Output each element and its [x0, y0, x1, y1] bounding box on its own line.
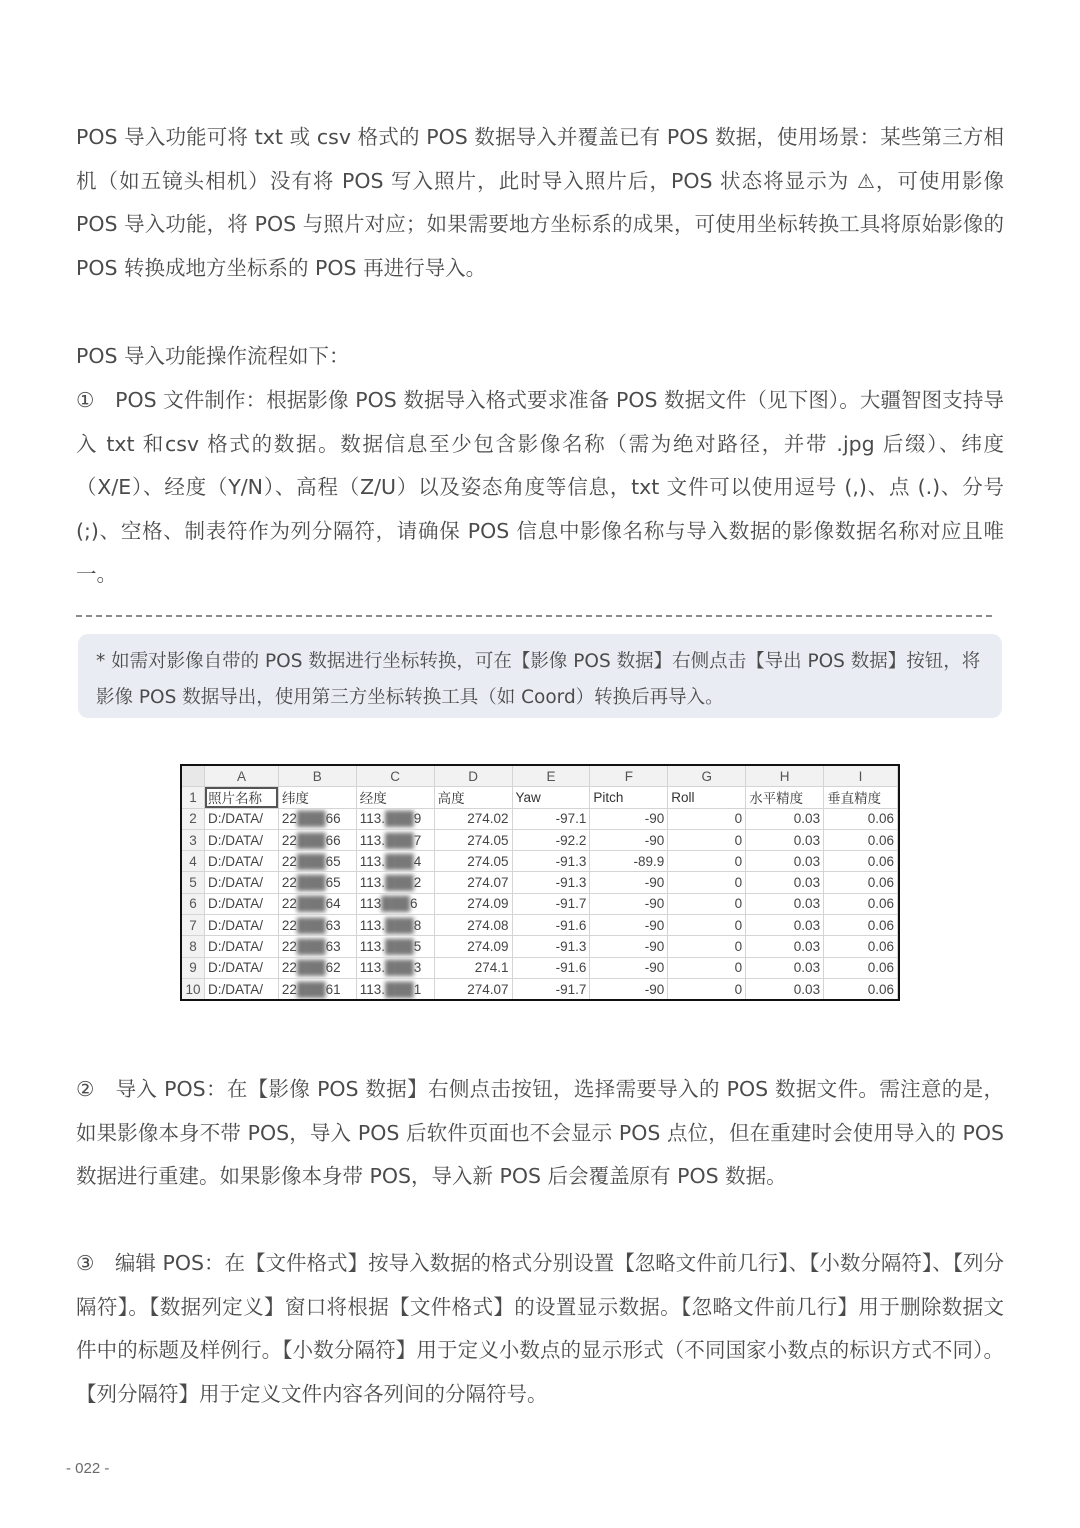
- redacted-digits: ███: [385, 875, 414, 891]
- table-row: [182, 851, 898, 872]
- table-row: [182, 893, 898, 914]
- redacted-digits: ███: [385, 939, 414, 955]
- cell-latitude-visible: 22: [281, 960, 297, 976]
- table-row: [182, 957, 898, 978]
- redacted-digits: ███: [296, 853, 326, 869]
- cell-roll: 0: [668, 936, 746, 957]
- cell-latitude-tail: 61: [325, 981, 341, 997]
- cell-longitude-visible: 113.: [359, 832, 386, 848]
- column-letter-row: [182, 766, 898, 787]
- header-cell: Pitch: [590, 787, 668, 808]
- step-2-paragraph: ② 导入 POS：在【影像 POS 数据】右侧点击按钮，选择需要导入的 POS 数据文件。需注意的是，如果影像本身不带 POS，导入 POS 后软件页面也不会显示 POS 点位，但在重建时会使用导入的 POS 数据进行重建。如果影像本身带 POS，导入新 POS 后会覆盖原有 POS 数据。: [76, 1077, 1004, 1188]
- header-cell: 纬度: [278, 787, 356, 808]
- cell-horizontal-accuracy: 0.03: [746, 829, 824, 850]
- col-letter: B: [278, 766, 356, 787]
- cell-vertical-accuracy: 0.06: [824, 851, 898, 872]
- row-number: 4: [182, 851, 205, 872]
- cell-altitude: 274.07: [434, 872, 512, 893]
- cell-vertical-accuracy: 0.06: [824, 893, 898, 914]
- col-letter: A: [205, 766, 279, 787]
- cell-horizontal-accuracy: 0.03: [746, 936, 824, 957]
- col-letter: C: [356, 766, 434, 787]
- cell-photo-name: D:/DATA/: [205, 872, 279, 893]
- cell-pitch: -90: [590, 872, 668, 893]
- cell-pitch: -90: [590, 915, 668, 936]
- redacted-digits: ███: [296, 939, 326, 955]
- cell-horizontal-accuracy: 0.03: [746, 957, 824, 978]
- header-row: [182, 787, 898, 808]
- cell-horizontal-accuracy: 0.03: [746, 872, 824, 893]
- page-number: - 022 -: [66, 1460, 110, 1477]
- cell-roll: 0: [668, 872, 746, 893]
- cell-vertical-accuracy: 0.06: [824, 978, 898, 999]
- cell-altitude: 274.08: [434, 915, 512, 936]
- cell-photo-name: D:/DATA/: [205, 978, 279, 999]
- step-3-paragraph: ③ 编辑 POS：在【文件格式】按导入数据的格式分别设置【忽略文件前几行】、【小数分隔符】、【列分隔符】。【数据列定义】窗口将根据【文件格式】的设置显示数据。【忽略文件前几行】用于删除数据文件中的标题及样例行。【小数分隔符】用于定义小数点的显示形式（不同国家小数点的标识方式不同）。【列分隔符】用于定义文件内容各列间的分隔符号。: [76, 1251, 1004, 1406]
- cell-vertical-accuracy: 0.06: [824, 915, 898, 936]
- sheet-corner: [182, 766, 205, 787]
- header-cell: 照片名称: [205, 787, 279, 808]
- intro-text-after-icon: ，可使用影像 POS 导入功能，将 POS 与照片对应；如果需要地方坐标系的成果，可使用坐标转换工具将原始影像的 POS 转换成地方坐标系的 POS 再进行导入。: [76, 168, 1004, 280]
- cell-longitude: [356, 872, 434, 893]
- cell-pitch: -90: [590, 936, 668, 957]
- cell-latitude: [278, 936, 356, 957]
- cell-roll: 0: [668, 808, 746, 829]
- dashed-divider: [76, 615, 992, 617]
- cell-longitude-tail: 1: [413, 981, 422, 997]
- cell-longitude-visible: 113.: [359, 875, 386, 891]
- cell-longitude-tail: 4: [413, 853, 422, 869]
- note-box: * 如需对影像自带的 POS 数据进行坐标转换，可在【影像 POS 数据】右侧点击【导出 POS 数据】按钮，将影像 POS 数据导出，使用第三方坐标转换工具（如 Coord）转换后再导入。: [78, 634, 1002, 718]
- cell-latitude-visible: 22: [281, 875, 297, 891]
- row-number: 6: [182, 893, 205, 914]
- cell-roll: 0: [668, 851, 746, 872]
- cell-photo-name: D:/DATA/: [205, 893, 279, 914]
- cell-pitch: -90: [590, 957, 668, 978]
- cell-altitude: 274.07: [434, 978, 512, 999]
- row-number: 9: [182, 957, 205, 978]
- table-row: [182, 915, 898, 936]
- cell-latitude-visible: 22: [281, 832, 297, 848]
- cell-yaw: -97.1: [512, 808, 590, 829]
- cell-longitude-tail: 9: [413, 811, 422, 827]
- row-number: 7: [182, 915, 205, 936]
- redacted-digits: ███: [385, 853, 414, 869]
- intro-text-before-icon: POS 导入功能可将 txt 或 csv 格式的 POS 数据导入并覆盖已有 POS 数据，使用场景：某些第三方相机（如五镜头相机）没有将 POS 写入照片，此时导入照片后，POS 状态将显示为: [76, 125, 1004, 193]
- cell-longitude-visible: 113.: [359, 917, 386, 933]
- cell-latitude: [278, 829, 356, 850]
- table-row: [182, 808, 898, 829]
- cell-yaw: -91.6: [512, 957, 590, 978]
- cell-latitude-tail: 66: [325, 832, 341, 848]
- cell-yaw: -91.7: [512, 978, 590, 999]
- redacted-digits: ███: [296, 875, 326, 891]
- col-letter: E: [512, 766, 590, 787]
- cell-longitude: [356, 808, 434, 829]
- redacted-digits: ███: [385, 832, 414, 848]
- cell-latitude-tail: 65: [325, 853, 341, 869]
- cell-latitude-tail: 66: [325, 811, 341, 827]
- redacted-digits: ███: [385, 981, 414, 997]
- cell-vertical-accuracy: 0.06: [824, 872, 898, 893]
- cell-pitch: -90: [590, 829, 668, 850]
- redacted-digits: ███: [296, 960, 326, 976]
- cell-longitude: [356, 978, 434, 999]
- cell-longitude-visible: 113.: [359, 960, 386, 976]
- cell-longitude-visible: 113.: [359, 939, 386, 955]
- redacted-digits: ███: [381, 896, 410, 912]
- cell-latitude-visible: 22: [281, 896, 297, 912]
- cell-longitude-tail: 2: [413, 875, 422, 891]
- cell-photo-name: D:/DATA/: [205, 957, 279, 978]
- cell-pitch: -90: [590, 978, 668, 999]
- cell-longitude-tail: 3: [413, 960, 422, 976]
- row-number: 1: [182, 787, 205, 808]
- cell-pitch: -90: [590, 808, 668, 829]
- cell-longitude-tail: 6: [409, 896, 418, 912]
- header-cell: 经度: [356, 787, 434, 808]
- cell-latitude: [278, 893, 356, 914]
- cell-photo-name: D:/DATA/: [205, 915, 279, 936]
- cell-roll: 0: [668, 829, 746, 850]
- col-letter: I: [824, 766, 898, 787]
- cell-photo-name: D:/DATA/: [205, 829, 279, 850]
- cell-longitude-visible: 113.: [359, 853, 386, 869]
- cell-pitch: -90: [590, 893, 668, 914]
- redacted-digits: ███: [385, 960, 414, 976]
- cell-vertical-accuracy: 0.06: [824, 957, 898, 978]
- cell-horizontal-accuracy: 0.03: [746, 893, 824, 914]
- table-row: [182, 936, 898, 957]
- cell-latitude-visible: 22: [281, 811, 297, 827]
- cell-latitude-tail: 65: [325, 875, 341, 891]
- cell-latitude: [278, 915, 356, 936]
- cell-photo-name: D:/DATA/: [205, 851, 279, 872]
- table-row: [182, 829, 898, 850]
- cell-altitude: 274.05: [434, 851, 512, 872]
- cell-longitude: [356, 936, 434, 957]
- cell-latitude-visible: 22: [281, 939, 297, 955]
- cell-altitude: 274.02: [434, 808, 512, 829]
- cell-latitude-tail: 63: [325, 917, 341, 933]
- redacted-digits: ███: [385, 917, 414, 933]
- redacted-digits: ███: [296, 832, 326, 848]
- cell-latitude-visible: 22: [281, 917, 297, 933]
- col-letter: H: [746, 766, 824, 787]
- cell-horizontal-accuracy: 0.03: [746, 851, 824, 872]
- cell-latitude-visible: 22: [281, 981, 297, 997]
- cell-yaw: -91.3: [512, 851, 590, 872]
- cell-latitude: [278, 957, 356, 978]
- cell-horizontal-accuracy: 0.03: [746, 978, 824, 999]
- cell-longitude: [356, 851, 434, 872]
- cell-latitude: [278, 978, 356, 999]
- cell-yaw: -91.6: [512, 915, 590, 936]
- cell-longitude: [356, 957, 434, 978]
- col-letter: G: [668, 766, 746, 787]
- cell-yaw: -92.2: [512, 829, 590, 850]
- cell-roll: 0: [668, 978, 746, 999]
- cell-longitude-visible: 113.: [359, 811, 386, 827]
- row-number: 8: [182, 936, 205, 957]
- cell-vertical-accuracy: 0.06: [824, 808, 898, 829]
- cell-latitude-tail: 63: [325, 939, 341, 955]
- table-row: [182, 978, 898, 999]
- cell-horizontal-accuracy: 0.03: [746, 915, 824, 936]
- redacted-digits: ███: [385, 811, 414, 827]
- pos-spreadsheet-screenshot: [180, 764, 900, 1001]
- header-cell: 高度: [434, 787, 512, 808]
- col-letter: D: [434, 766, 512, 787]
- cell-latitude: [278, 808, 356, 829]
- header-cell: Roll: [668, 787, 746, 808]
- cell-roll: 0: [668, 915, 746, 936]
- cell-latitude: [278, 872, 356, 893]
- cell-yaw: -91.7: [512, 893, 590, 914]
- cell-roll: 0: [668, 957, 746, 978]
- table-row: [182, 872, 898, 893]
- cell-vertical-accuracy: 0.06: [824, 829, 898, 850]
- cell-longitude-visible: 113.: [359, 981, 386, 997]
- row-number: 10: [182, 978, 205, 999]
- cell-longitude: [356, 893, 434, 914]
- warning-triangle-icon: ⚠: [856, 168, 875, 193]
- cell-photo-name: D:/DATA/: [205, 936, 279, 957]
- cell-yaw: -91.3: [512, 936, 590, 957]
- header-cell: 垂直精度: [824, 787, 898, 808]
- cell-longitude-visible: 113: [359, 896, 382, 912]
- header-cell: Yaw: [512, 787, 590, 808]
- intro-paragraph: [76, 116, 1004, 290]
- cell-photo-name: D:/DATA/: [205, 808, 279, 829]
- row-number: 5: [182, 872, 205, 893]
- cell-longitude: [356, 829, 434, 850]
- step-1-paragraph: ① POS 文件制作：根据影像 POS 数据导入格式要求准备 POS 数据文件（见下图）。大疆智图支持导入 txt 和csv 格式的数据。数据信息至少包含影像名称（需为绝对路径，并带 .jpg 后缀）、纬度（X/E）、经度（Y/N）、高程（Z/U）以及姿态角度等信息，txt 文件可以使用逗号 (,)、点 (.)、分号 (;)、空格、制表符作为列分隔符，请确保 POS 信息中影像名称与导入数据的影像数据名称对应且唯一。: [76, 388, 1004, 586]
- redacted-digits: ███: [296, 811, 326, 827]
- row-number: 3: [182, 829, 205, 850]
- cell-latitude-tail: 64: [325, 896, 341, 912]
- cell-altitude: 274.09: [434, 893, 512, 914]
- row-number: 2: [182, 808, 205, 829]
- header-cell: 水平精度: [746, 787, 824, 808]
- cell-yaw: -91.3: [512, 872, 590, 893]
- pos-table: [182, 766, 898, 1000]
- cell-longitude-tail: 5: [413, 939, 422, 955]
- cell-latitude-visible: 22: [281, 853, 297, 869]
- redacted-digits: ███: [296, 981, 326, 997]
- cell-altitude: 274.05: [434, 829, 512, 850]
- cell-horizontal-accuracy: 0.03: [746, 808, 824, 829]
- cell-vertical-accuracy: 0.06: [824, 936, 898, 957]
- cell-longitude-tail: 7: [413, 832, 422, 848]
- cell-latitude: [278, 851, 356, 872]
- col-letter: F: [590, 766, 668, 787]
- cell-pitch: -89.9: [590, 851, 668, 872]
- cell-longitude: [356, 915, 434, 936]
- redacted-digits: ███: [296, 896, 326, 912]
- cell-roll: 0: [668, 893, 746, 914]
- redacted-digits: ███: [296, 917, 326, 933]
- cell-altitude: 274.1: [434, 957, 512, 978]
- cell-longitude-tail: 8: [413, 917, 422, 933]
- cell-altitude: 274.09: [434, 936, 512, 957]
- flow-title: POS 导入功能操作流程如下：: [76, 344, 350, 368]
- cell-latitude-tail: 62: [325, 960, 341, 976]
